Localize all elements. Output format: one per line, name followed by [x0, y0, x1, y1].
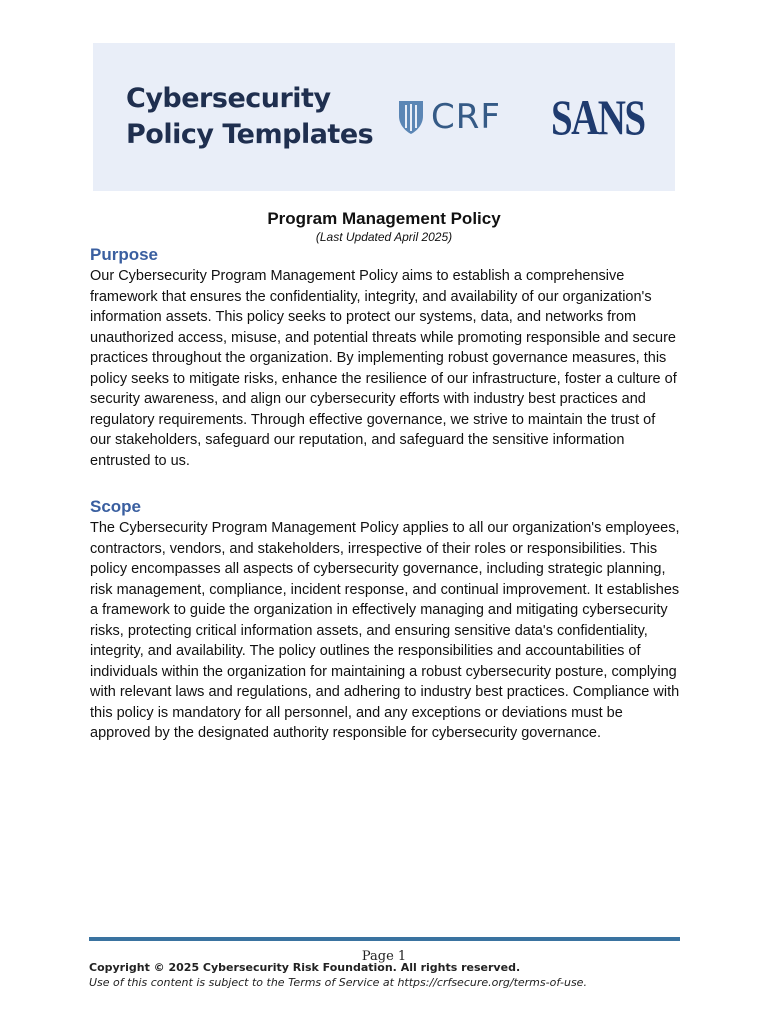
- footer-divider: [89, 937, 680, 941]
- copyright-notice: Copyright © 2025 Cybersecurity Risk Foundation. All rights reserved.: [89, 961, 521, 974]
- page-number: Page 1: [361, 949, 407, 964]
- header-banner: [93, 43, 675, 191]
- document-title: Program Management Policy: [267, 209, 501, 228]
- scope-section: [90, 496, 680, 744]
- banner-title-line1: Cybersecurity: [126, 83, 331, 114]
- crf-shield-icon: [395, 98, 427, 136]
- banner-title: [126, 81, 373, 153]
- crf-logo: CRF: [431, 97, 501, 137]
- section-heading-purpose: Purpose: [90, 245, 159, 264]
- terms-notice: Use of this content is subject to the Terms of Service at https://crfsecure.org/terms-of-use.: [89, 976, 587, 989]
- section-body-purpose: Our Cybersecurity Program Management Policy aims to establish a comprehensive framework that ensures the confidentiality, integrity, and availability of our organization's information assets. This policy seeks to protect our systems, data, and networks from unauthorized access, misuse, and potential threats while promoting responsible and secure practices throughout the organization. By implementing robust governance measures, this policy seeks to mitigate risks, enhance the resilience of our infrastructure, foster a culture of security awareness, and align our cybersecurity efforts with industry best practices and regulatory requirements. Through effective governance, we strive to maintain the trust of our stakeholders, safeguard our reputation, and safeguard the sensitive information entrusted to us.: [90, 268, 677, 469]
- section-heading-scope: Scope: [90, 497, 142, 516]
- banner-title-line2: Policy Templates: [126, 119, 374, 150]
- sans-logo: SANS: [551, 89, 645, 145]
- section-body-scope: The Cybersecurity Program Management Policy applies to all our organization's employees, contractors, vendors, and stakeholders, irrespective of their roles or responsibilities. This policy encompasses all aspects of cybersecurity governance, including strategic planning, risk management, compliance, incident response, and continual improvement. It establishes a framework to guide the organization in effectively managing and mitigating cybersecurity risks, protecting critical information assets, and ensuring sensitive data's confidentiality, integrity, and availability. The policy outlines the responsibilities and accountabilities of individuals within the organization for maintaining a robust cybersecurity posture, complying with relevant laws and regulations, and adhering to industry best practices. Compliance with this policy is mandatory for all personnel, and any exceptions or deviations must be approved by the designated authority responsible for cybersecurity governance.: [90, 520, 680, 741]
- purpose-section: [90, 244, 680, 471]
- document-subtitle: (Last Updated April 2025): [315, 230, 453, 244]
